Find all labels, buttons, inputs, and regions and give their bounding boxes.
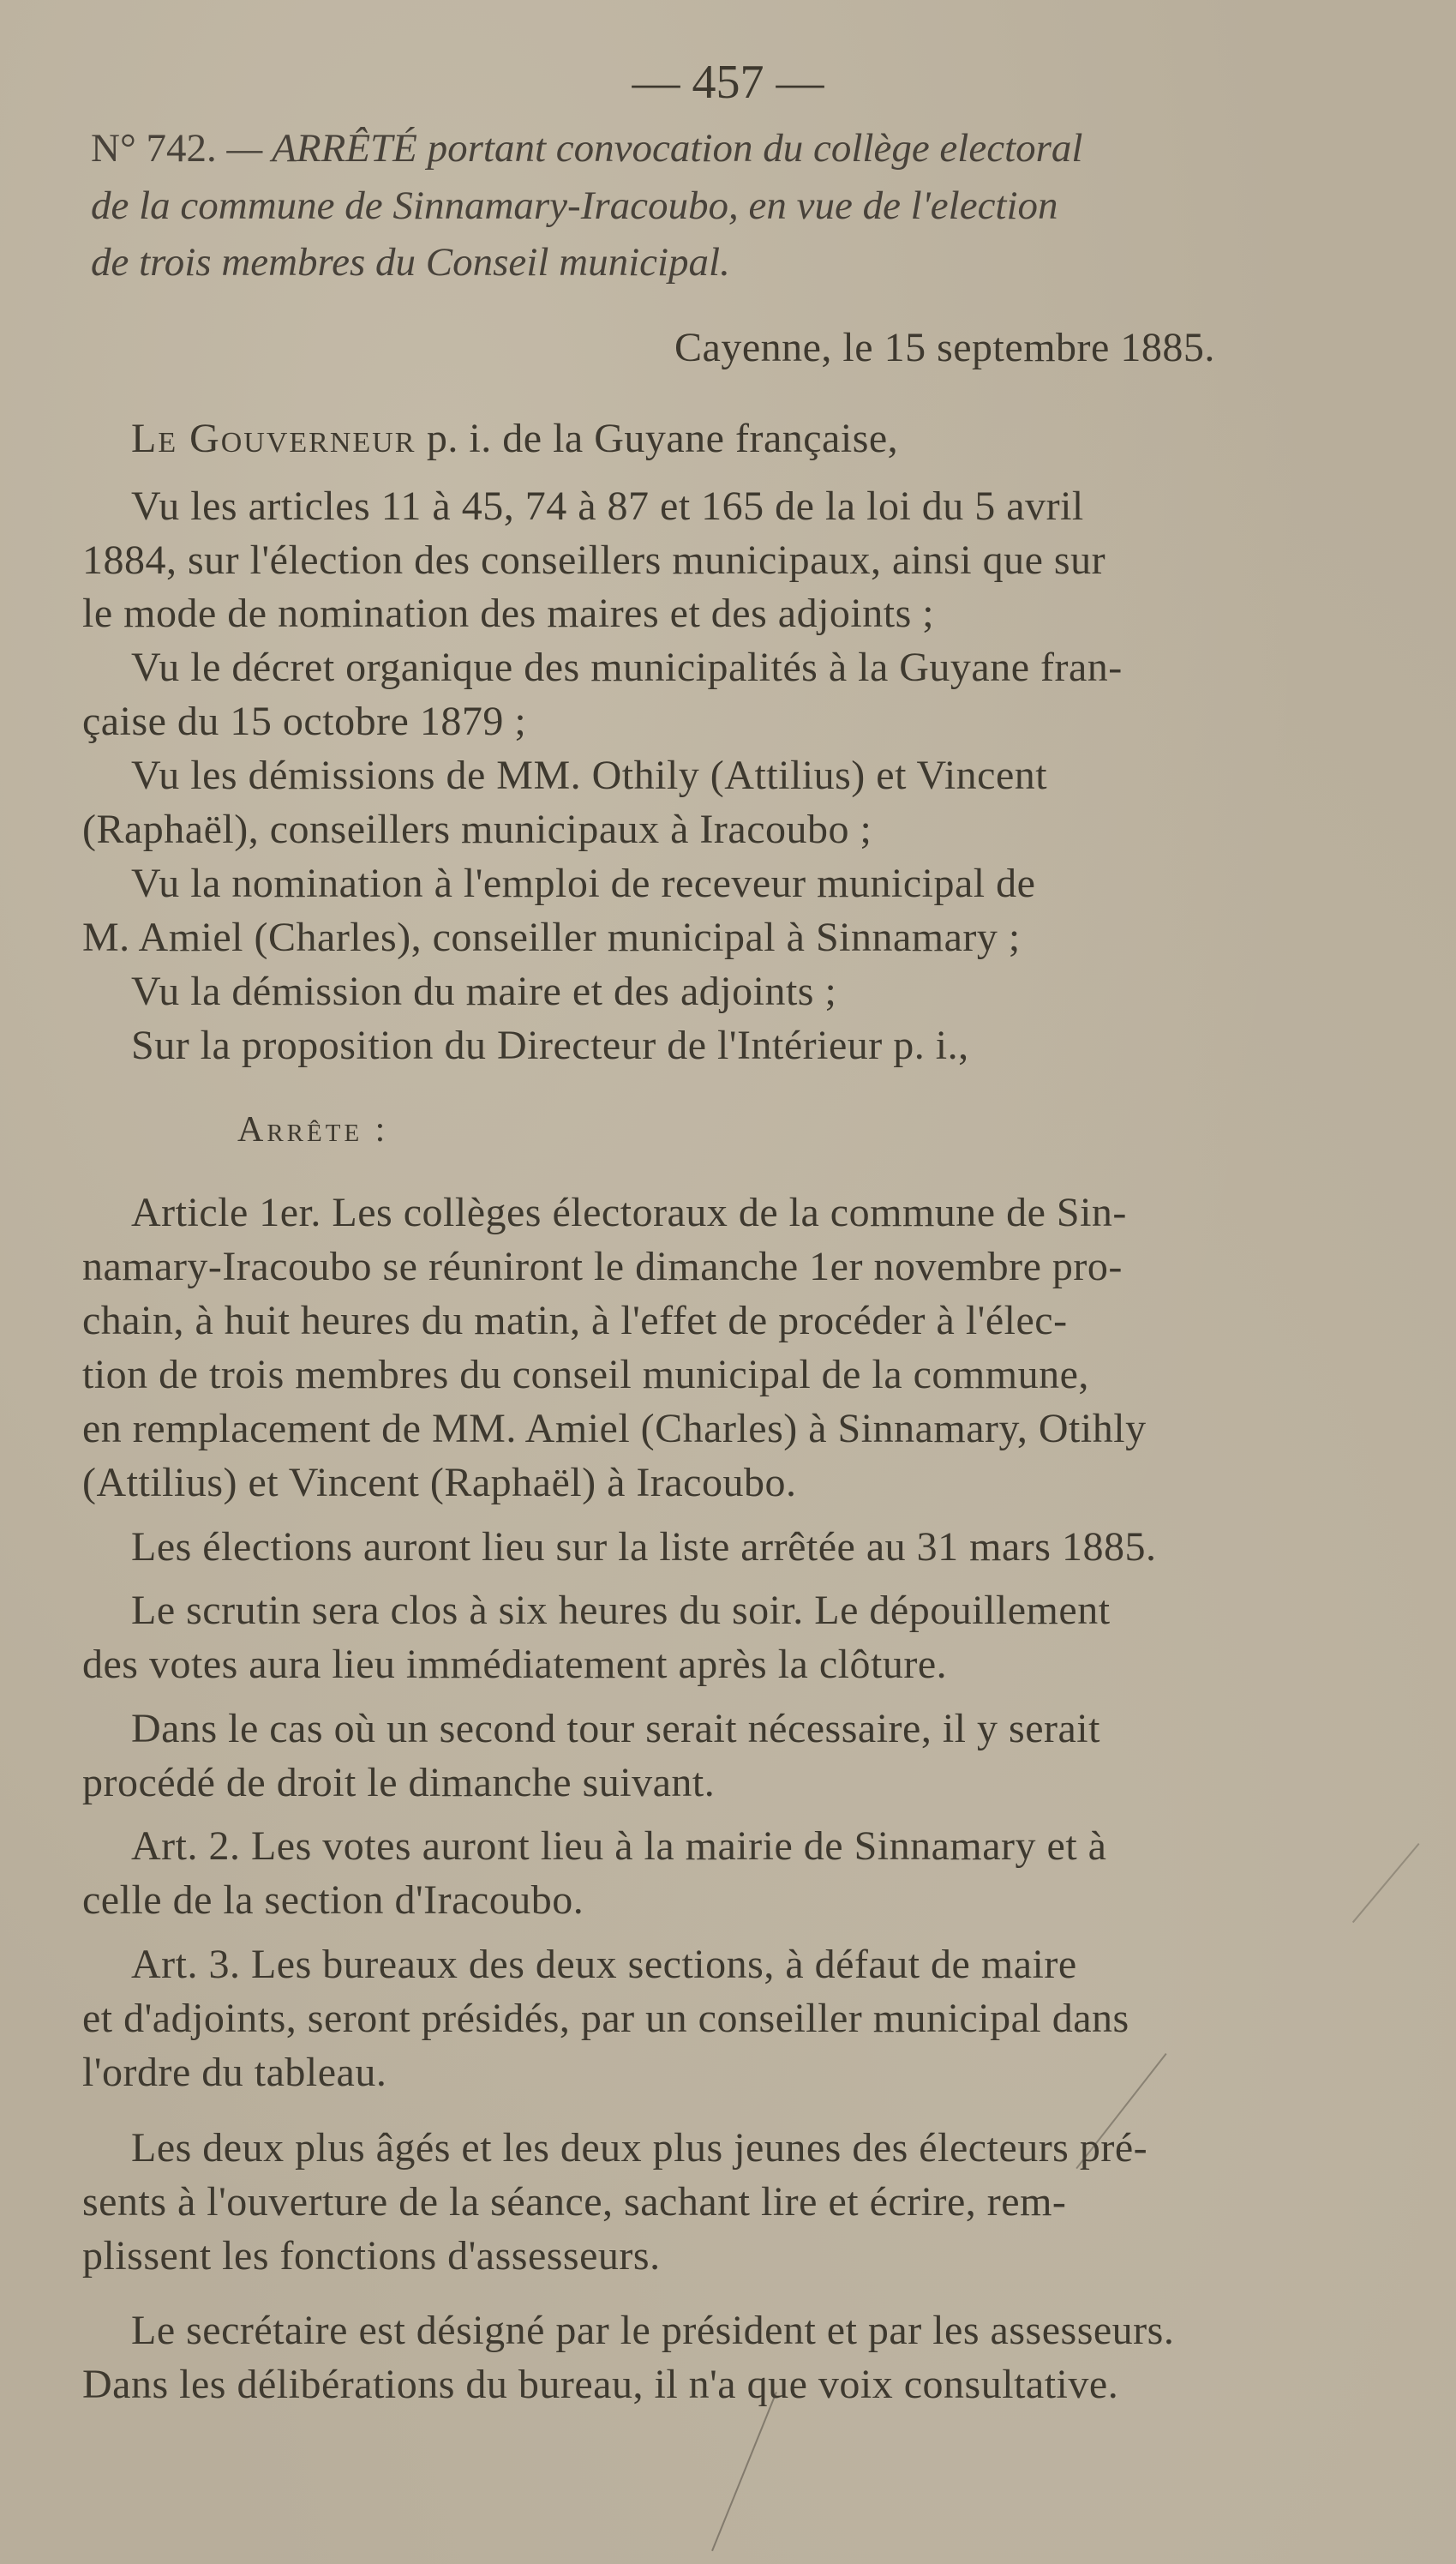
article-line: des votes aura lieu immédiatement après la clôture. <box>82 1642 948 1687</box>
article-line: chain, à huit heures du matin, à l'effet de procéder à l'élec- <box>82 1298 1068 1343</box>
visa-line: M. Amiel (Charles), conseiller municipal à Sinnamary ; <box>82 915 1021 960</box>
article-line: Art. 2. Les votes auront lieu à la mairie de Sinnamary et à <box>131 1823 1107 1869</box>
decree-title-text: — ARRÊTÉ portant convocation du collège electoral <box>226 126 1083 171</box>
article-line: Les élections auront lieu sur la liste arrêtée au 31 mars 1885. <box>131 1524 1157 1570</box>
intro-rest: p. i. de la Guyane française, <box>416 416 899 461</box>
article-line: Le scrutin sera clos à six heures du soir. Le dépouillement <box>131 1588 1111 1633</box>
article-line: en remplacement de MM. Amiel (Charles) à Sinnamary, Otihly <box>82 1406 1147 1451</box>
article-line: Art. 3. Les bureaux des deux sections, à défaut de maire <box>131 1942 1077 1987</box>
article-line: sents à l'ouverture de la séance, sachant lire et écrire, rem- <box>82 2179 1067 2225</box>
article-line: celle de la section d'Iracoubo. <box>82 1877 584 1923</box>
article-line: plissent les fonctions d'assesseurs. <box>82 2233 661 2279</box>
article-line: (Attilius) et Vincent (Raphaël) à Iracoubo. <box>82 1460 797 1505</box>
visa-line: Sur la proposition du Directeur de l'Intérieur p. i., <box>131 1023 969 1068</box>
article-line: tion de trois membres du conseil municipal de la commune, <box>82 1352 1089 1397</box>
article-line: et d'adjoints, seront présidés, par un conseiller municipal dans <box>82 1996 1129 2041</box>
visa-line: le mode de nomination des maires et des adjoints ; <box>82 591 935 636</box>
page-number: — 457 — <box>632 56 824 109</box>
visa-line: Vu la nomination à l'emploi de receveur municipal de <box>131 861 1036 906</box>
visa-line: Vu la démission du maire et des adjoints ; <box>131 969 837 1014</box>
visa-line: (Raphaël), conseillers municipaux à Iracoubo ; <box>82 807 872 852</box>
visa-line: Vu les articles 11 à 45, 74 à 87 et 165 de la loi du 5 avril <box>131 483 1084 529</box>
article-line: namary-Iracoubo se réuniront le dimanche 1er novembre pro- <box>82 1244 1123 1289</box>
intro-line <box>131 418 898 459</box>
visa-line: Vu le décret organique des municipalités à la Guyane fran- <box>131 645 1123 690</box>
article-line: procédé de droit le dimanche suivant. <box>82 1760 716 1805</box>
decree-number: N° 742. <box>91 126 217 171</box>
decree-title-line-1 <box>91 126 1083 171</box>
place-date: Cayenne, le 15 septembre 1885. <box>674 325 1215 370</box>
article-line: Les deux plus âgés et les deux plus jeunes des électeurs pré- <box>131 2125 1148 2171</box>
visa-line: 1884, sur l'élection des conseillers municipaux, ainsi que sur <box>82 537 1106 583</box>
article-line: Le secrétaire est désigné par le président et par les assesseurs. <box>131 2308 1175 2353</box>
pen-mark <box>1352 1843 1420 1923</box>
governor-label: Le Gouverneur <box>131 416 416 461</box>
article-line: Article 1er. Les collèges électoraux de la commune de Sin- <box>131 1190 1127 1235</box>
article-line: Dans le cas où un second tour serait nécessaire, il y serait <box>131 1706 1100 1751</box>
visa-line: Vu les démissions de MM. Othily (Attilius) et Vincent <box>131 753 1048 798</box>
pen-mark <box>711 2392 777 2551</box>
decree-title-line-2: de la commune de Sinnamary-Iracoubo, en vue de l'election <box>91 183 1058 228</box>
visa-line: çaise du 15 octobre 1879 ; <box>82 699 527 744</box>
article-line: Dans les délibérations du bureau, il n'a que voix consultative. <box>82 2362 1119 2407</box>
decree-title-line-3: de trois membres du Conseil municipal. <box>91 240 730 285</box>
arrete-heading: Arrête : <box>237 1110 389 1150</box>
article-line: l'ordre du tableau. <box>82 2050 387 2095</box>
